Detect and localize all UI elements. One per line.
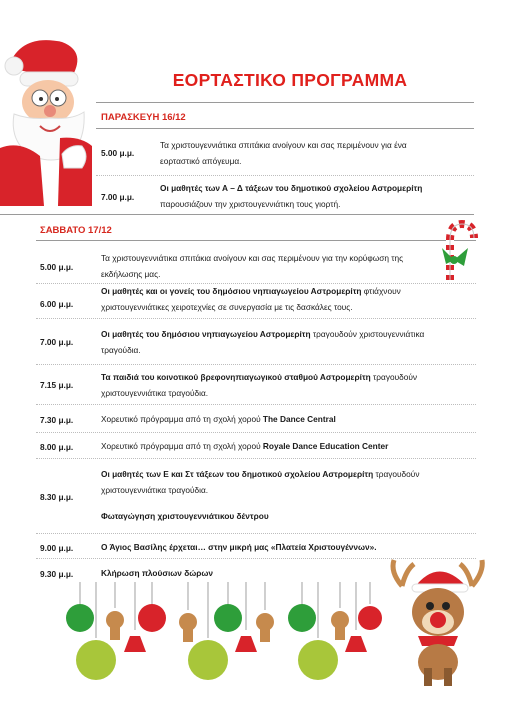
santa-claus-illustration bbox=[0, 28, 96, 206]
event-text: Τα χριστουγεννιάτικα σπιτάκια ανοίγουν και σας περιμένουν για την κορύφωση της bbox=[101, 253, 404, 263]
event-text-bold: Ο Άγιος Βασίλης έρχεται… στην μικρή μας «Πλατεία Χριστουγέννων». bbox=[101, 542, 377, 552]
event-time: 9.30 μ.μ. bbox=[40, 569, 74, 579]
event-text: τραγουδούν bbox=[370, 372, 418, 382]
day-heading-friday: ΠΑΡΑΣΚΕΥΗ 16/12 bbox=[101, 112, 186, 123]
event-time: 5.00 μ.μ. bbox=[40, 262, 74, 272]
event-text-bold: Φωταγώγηση χριστουγεννιάτικου δέντρου bbox=[101, 511, 269, 521]
event-description bbox=[160, 180, 475, 212]
event-text-bold: Royale Dance Education Center bbox=[262, 441, 389, 451]
event-time: 5.00 μ.μ. bbox=[101, 148, 135, 158]
divider bbox=[0, 214, 474, 215]
event-text: φτιάχνουν bbox=[361, 286, 401, 296]
event-text-bold: Οι μαθητές των Α – Δ τάξεων του δημοτικού σχολείου Αστρομερίτη bbox=[160, 183, 423, 193]
event-text-bold: Οι μαθητές και οι γονείς του δημόσιου νηπιαγωγείου Αστρομερίτη bbox=[101, 286, 362, 296]
event-text: χριστουγεννιάτικα τραγούδια. bbox=[101, 388, 209, 398]
row-separator bbox=[36, 364, 476, 365]
event-text: χριστουγεννιάτικες χειροτεχνίες σε συνεργασία με τις δασκάλες τους. bbox=[101, 302, 353, 312]
event-text: τραγούδια. bbox=[101, 345, 141, 355]
row-separator bbox=[36, 432, 476, 433]
event-time: 8.30 μ.μ. bbox=[40, 492, 74, 502]
event-text: τραγουδούν bbox=[373, 469, 420, 479]
event-description bbox=[101, 539, 475, 555]
row-separator bbox=[36, 318, 476, 319]
event-time: 7.30 μ.μ. bbox=[40, 415, 74, 425]
day-heading-saturday: ΣΑΒΒΑΤΟ 17/12 bbox=[40, 225, 112, 236]
page-title: ΕΟΡΤΑΣΤΙΚΟ ΠΡΟΓΡΑΜΜΑ bbox=[172, 70, 408, 90]
event-text: εκδήλωσης μας. bbox=[101, 269, 161, 279]
event-description bbox=[101, 283, 475, 315]
row-separator bbox=[36, 458, 476, 459]
event-text: χριστουγεννιάτικα τραγούδια. bbox=[101, 485, 209, 495]
row-separator bbox=[96, 175, 474, 176]
divider bbox=[96, 102, 474, 103]
divider bbox=[36, 240, 476, 241]
event-time: 7.00 μ.μ. bbox=[40, 337, 74, 347]
event-description bbox=[101, 438, 475, 454]
event-time: 7.15 μ.μ. bbox=[40, 380, 74, 390]
divider bbox=[96, 128, 474, 129]
row-separator bbox=[36, 533, 476, 534]
event-time: 6.00 μ.μ. bbox=[40, 299, 74, 309]
reindeer-illustration bbox=[384, 556, 494, 686]
event-text: Χορευτικό πρόγραμμα από τη σχολή χορού bbox=[101, 441, 263, 451]
event-text: Τα χριστουγεννιάτικα σπιτάκια ανοίγουν και σας περιμένουν για ένα bbox=[160, 140, 407, 150]
event-text-bold: Κλήρωση πλούσιων δώρων bbox=[101, 568, 214, 578]
event-time: 7.00 μ.μ. bbox=[101, 192, 135, 202]
event-time: 9.00 μ.μ. bbox=[40, 543, 74, 553]
event-text: παρουσιάζουν την χριστουγεννιάτικη τους γιορτή. bbox=[160, 199, 341, 209]
event-description bbox=[101, 466, 475, 524]
event-text: τραγουδούν χριστουγεννιάτικα bbox=[310, 329, 425, 339]
event-text-bold: Τα παιδιά του κοινοτικού βρεφονηπιαγωγικού σταθμού Αστρομερίτη bbox=[101, 372, 371, 382]
event-description bbox=[101, 411, 475, 427]
christmas-ornaments-garland bbox=[60, 582, 390, 687]
event-text-bold: The Dance Central bbox=[262, 414, 336, 424]
event-time: 8.00 μ.μ. bbox=[40, 442, 74, 452]
event-text: εορταστικό απόγευμα. bbox=[160, 156, 242, 166]
event-text: Χορευτικό πρόγραμμα από τη σχολή χορού bbox=[101, 414, 263, 424]
event-description bbox=[160, 137, 470, 169]
event-text-bold: Οι μαθητές των Ε και Στ τάξεων του δημοτικού σχολείου Αστρομερίτη bbox=[101, 469, 374, 479]
event-text-bold: Οι μαθητές του δημόσιου νηπιαγωγείου Αστρομερίτη bbox=[101, 329, 311, 339]
event-description bbox=[101, 250, 461, 282]
event-description bbox=[101, 326, 475, 358]
row-separator bbox=[36, 404, 476, 405]
event-description bbox=[101, 369, 475, 401]
